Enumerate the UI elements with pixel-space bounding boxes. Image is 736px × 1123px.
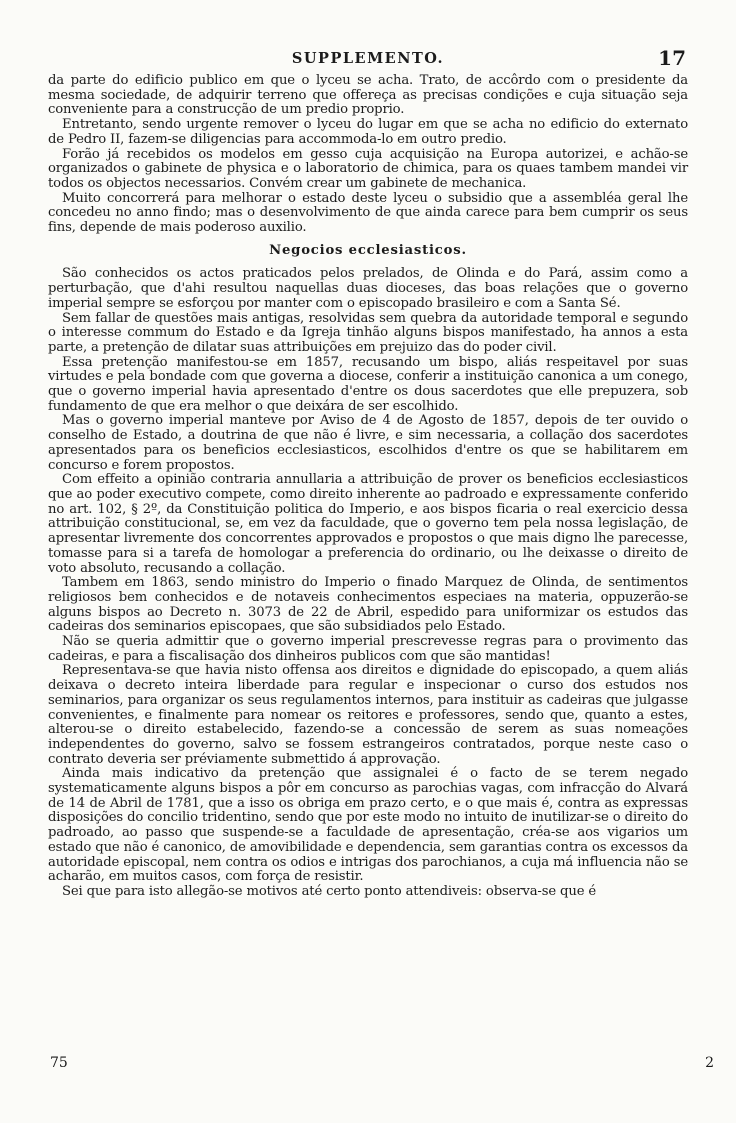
page-header xyxy=(48,44,688,74)
section-heading: Negocios ecclesiasticos. xyxy=(269,242,467,258)
document-body xyxy=(48,74,688,900)
page xyxy=(48,44,688,900)
paragraph: Tambem em 1863, sendo ministro do Imperio o finado Marquez de Olinda, de sentimentos religiosos bem conhecidos e de notaveis conhecimentos especiaes na materia, oppuzerão-se alguns bispos ao Decreto n. 3073 de 22 de Abril, espedido para uniformizar os estudos das cadeiras dos seminarios episcopaes, que são subsidiados pelo Estado. xyxy=(48,575,688,635)
paragraph: Essa pretenção manifestou-se em 1857, recusando um bispo, aliás respeitavel por suas virtudes e pela bondade com que governa a diocese, conferir a instituição canonica a um conego, que o governo imperial havia apresentado d'entre os dous sacerdotes que elle prepuzera, sob fundamento de que era melhor o que deixára de ser escolhido. xyxy=(48,354,688,414)
paragraph: Ainda mais indicativo da pretenção que assignalei é o facto de se terem negado systematicamente alguns bispos a pôr em concurso as parochias vagas, com infracção do Alvará de 14 de Abril de 1781, que a isso os obriga em prazo certo, e o que mais é, contra as expressas disposições do concilio tridentino, sendo que por este modo no intuito de inutilizar-se o direito do padroado, ao passo que suspende-se a faculdade de apresentação, créa-se aos vigarios um estado que não é canonico, de amovibilidade e dependencia, sem garantias contra os excessos da autoridade episcopal, nem contra os odios e intrigas dos parochianos, a cuja má influencia não se acharão, em muitos casos, com força de resistir. xyxy=(48,766,688,885)
signature-mark-right: 2 xyxy=(705,1055,714,1071)
paragraph: Sei que para isto allegão-se motivos até certo ponto attendiveis: observa-se que é xyxy=(62,883,597,899)
page-number: 17 xyxy=(658,46,686,70)
paragraph: da parte do edificio publico em que o lyceu se acha. Trato, de accôrdo com o presidente da mesma sociedade, de adquirir terreno que offereça as precisas condições e cuja situação seja conveniente para a construcção de um predio proprio. xyxy=(48,73,688,118)
paragraph: Mas o governo imperial manteve por Aviso de 4 de Agosto de 1857, depois de ter ouvido o conselho de Estado, a doutrina de que não é livre, e sim necessaria, a collação dos sacerdotes apresentados para os beneficios ecclesiasticos, escolhidos d'entre os que se habilitarem em concurso e forem propostos. xyxy=(48,413,688,473)
paragraph: Sem fallar de questões mais antigas, resolvidas sem quebra da autoridade temporal e segundo o interesse commum do Estado e da Igreja tinhão alguns bispos manifestado, ha annos a esta parte, a pretenção de dilatar suas attribuições em prejuizo das do poder civil. xyxy=(48,310,688,355)
paragraph: Entretanto, sendo urgente remover o lyceu do lugar em que se acha no edificio do externato de Pedro II, fazem-se diligencias para accommoda-lo em outro predio. xyxy=(48,117,688,147)
running-title: SUPPLEMENTO. xyxy=(291,50,445,67)
page-footer xyxy=(0,1055,736,1075)
paragraph: Não se queria admittir que o governo imperial prescrevesse regras para o provimento das cadeiras, e para a fiscalisação dos dinheiros publicos com que são mantidas! xyxy=(48,634,688,664)
signature-mark-left: 75 xyxy=(50,1055,68,1071)
paragraph: Forão já recebidos os modelos em gesso cuja acquisição na Europa autorizei, e achão-se organizados o gabinete de physica e o laboratorio de chimica, para os quaes tambem mandei vir todos os objectos necessarios. Convém crear um gabinete de mechanica. xyxy=(48,146,688,191)
paragraph: Representava-se que havia nisto offensa aos direitos e dignidade do episcopado, a quem aliás deixava o decreto inteira liberdade para regular e inspecionar o curso dos estudos nos seminarios, para organizar os seus regulamentos internos, para instituir as cadeiras que julgasse convenientes, e finalmente para nomear os reitores e professores, sendo que, quanto a estes, alterou-se o direito estabelecido, fazendo-se a concessão de serem as suas nomeações independentes do governo, salvo se fossem estrangeiros contratados, porque neste caso o contrato deveria ser préviamente submettido á approvação. xyxy=(48,663,688,767)
paragraph: São conhecidos os actos praticados pelos prelados, de Olinda e do Pará, assim como a perturbação, que d'ahi resultou naquellas duas dioceses, das boas relações que o governo imperial sempre se esforçou por manter com o episcopado brasileiro e com a Santa Sé. xyxy=(48,266,688,311)
paragraph: Muito concorrerá para melhorar o estado deste lyceu o subsidio que a assembléa geral lhe concedeu no anno findo; mas o desenvolvimento de que ainda carece para bem cumprir os seus fins, depende de mais poderoso auxilio. xyxy=(48,190,688,236)
paragraph: Com effeito a opinião contraria annullaria a attribuição de prover os beneficios ecclesiasticos que ao poder executivo compete, como direito inherente ao padroado e expressamente conferido no art. 102, § 2º, da Constituição politica do Imperio, e aos bispos ficaria o real exercicio dessa attribuição constitucional, se, em vez da faculdade, que o governo tem pela nossa legislação, de apresentar livremente dos concorrentes approvados e propostos o que mais digno lhe parecesse, tomasse para si a tarefa de homologar a preferencia do ordinario, ou lhe deixasse o direito de voto absoluto, recusando a collação. xyxy=(48,472,688,576)
